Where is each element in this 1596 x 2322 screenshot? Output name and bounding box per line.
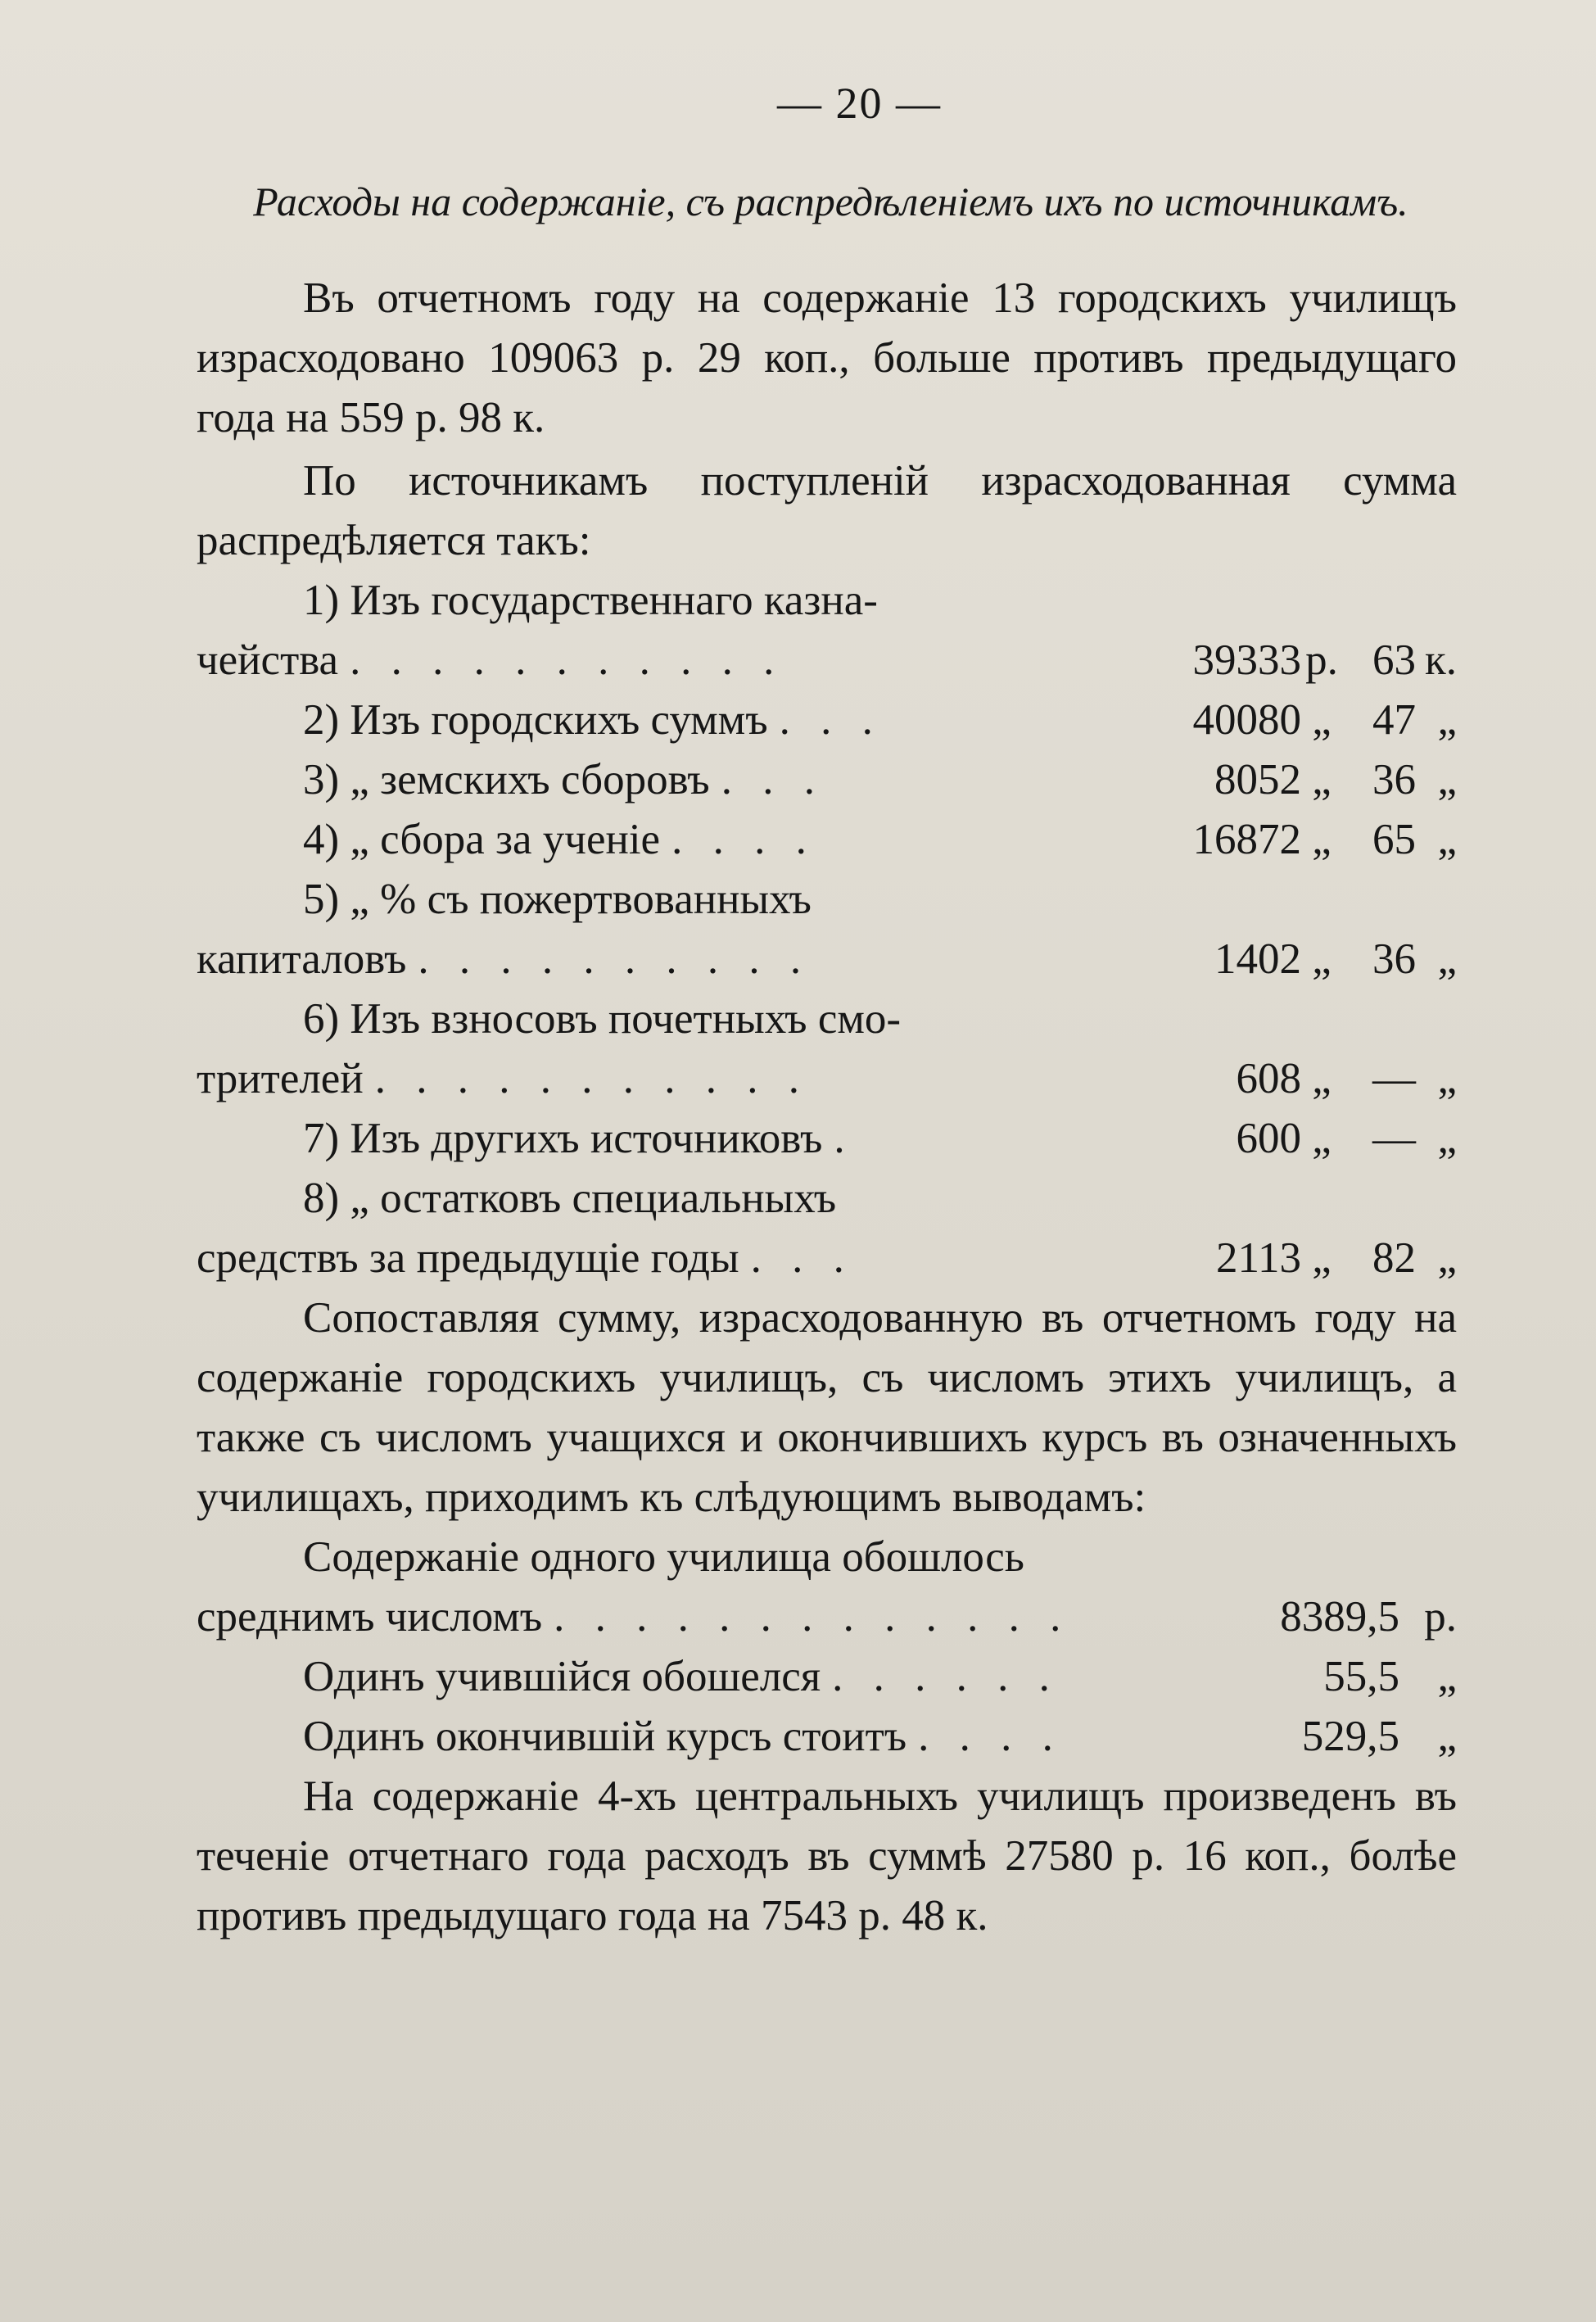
source-kop: 63 — [1372, 636, 1416, 684]
source-5-first-line: 5) „ % съ пожертвованныхъ — [303, 876, 812, 923]
cost-label: среднимъ числомъ — [197, 1593, 543, 1641]
source-label: 4) „ сбора за ученіе — [303, 816, 661, 863]
source-amount: 8052 — [1214, 756, 1301, 803]
source-label: 3) „ земскихъ сборовъ — [303, 756, 710, 803]
source-row-8 — [197, 1229, 1457, 1288]
source-unit: „ — [1312, 1055, 1332, 1102]
source-8-first-line: 8) „ остатковъ специальныхъ — [303, 1175, 837, 1222]
source-label: капиталовъ — [197, 935, 407, 983]
comparison-paragraph: Сопоставляя сумму, израсходованную въ отчетномъ году на содержаніе городскихъ училищъ, съ числомъ этихъ училищъ, а также съ числомъ учащихся и окончившихъ курсъ въ означенныхъ училищахъ, приходимъ къ слѣдующимъ выводамъ: — [197, 1294, 1457, 1521]
source-row-2 — [197, 690, 1457, 750]
source-suffix: „ — [1437, 1115, 1457, 1162]
source-amount: 608 — [1236, 1055, 1301, 1102]
leader-dots: . . . — [779, 696, 883, 744]
source-kop: 47 — [1372, 696, 1416, 744]
source-amount: 39333 — [1192, 636, 1301, 684]
cost-list — [197, 1528, 1457, 1767]
final-paragraph: На содержаніе 4-хъ центральныхъ училищъ произведенъ въ теченіе отчетнаго года расходъ въ суммѣ 27580 р. 16 коп., болѣе противъ предыдущаго года на 7543 р. 48 к. — [197, 1772, 1457, 1940]
source-label: трителей — [197, 1055, 364, 1102]
source-row-3 — [197, 750, 1457, 810]
source-suffix: „ — [1437, 756, 1457, 803]
source-suffix: „ — [1437, 1055, 1457, 1102]
leader-dots: . . . . . . . . . . . — [374, 1055, 809, 1102]
source-row-4 — [197, 810, 1457, 870]
source-suffix: „ — [1437, 696, 1457, 744]
source-kop: — — [1372, 1055, 1416, 1102]
cost-value: 8389,5 — [1280, 1593, 1399, 1641]
source-label: 7) Изъ другихъ источниковъ — [303, 1115, 823, 1162]
sources-list — [197, 571, 1457, 1288]
source-amount: 2113 — [1215, 1234, 1301, 1282]
source-suffix: „ — [1437, 935, 1457, 983]
source-kop: 36 — [1372, 756, 1416, 803]
source-unit: „ — [1312, 816, 1332, 863]
cost-row-1 — [197, 1587, 1457, 1647]
source-kop: 36 — [1372, 935, 1416, 983]
source-amount: 40080 — [1192, 696, 1301, 744]
leader-dots: . . . . . . — [832, 1653, 1060, 1700]
source-amount: 600 — [1236, 1115, 1301, 1162]
source-unit: „ — [1312, 1115, 1332, 1162]
source-unit: „ — [1312, 756, 1332, 803]
leader-dots: . . . . . . . . . . . . . — [554, 1593, 1071, 1641]
leader-dots: . . . . . . . . . . . — [350, 636, 784, 684]
source-label: чейства — [197, 636, 339, 684]
leader-dots: . . . . — [671, 816, 816, 863]
source-suffix: „ — [1437, 816, 1457, 863]
intro-paragraph-1: Въ отчетномъ году на содержаніе 13 городскихъ училищъ израсходовано 109063 р. 29 коп., больше противъ предыдущаго года на 559 р. 98 к. — [197, 274, 1457, 441]
cost-row-2 — [197, 1647, 1457, 1707]
leader-dots: . . . . — [918, 1713, 1063, 1760]
source-unit: „ — [1312, 935, 1332, 983]
cost-row-3 — [197, 1707, 1457, 1767]
source-amount: 1402 — [1214, 935, 1301, 983]
section-heading: Расходы на содержаніе, съ распредѣленіемъ ихъ по источникамъ. — [253, 179, 1408, 224]
source-suffix: к. — [1425, 636, 1457, 684]
source-row-7 — [197, 1109, 1457, 1169]
leader-dots: . . . . . . . . . . — [418, 935, 812, 983]
cost-unit: р. — [1424, 1593, 1457, 1641]
source-1-first-line: 1) Изъ государственнаго казна- — [303, 577, 878, 624]
source-suffix: „ — [1437, 1234, 1457, 1282]
leader-dots: . . . — [750, 1234, 854, 1282]
cost-label: Одинъ окончившій курсъ стоитъ — [303, 1713, 907, 1760]
source-unit: р. — [1305, 636, 1338, 684]
source-kop: 82 — [1372, 1234, 1416, 1282]
cost-value: 529,5 — [1301, 1713, 1399, 1760]
source-row-5 — [197, 930, 1457, 989]
source-amount: 16872 — [1192, 816, 1301, 863]
source-label: 2) Изъ городскихъ суммъ — [303, 696, 768, 744]
leader-dots: . — [834, 1115, 855, 1162]
cost-label: Одинъ учившійся обошелся — [303, 1653, 821, 1700]
source-unit: „ — [1312, 1234, 1332, 1282]
intro-paragraph-2: По источникамъ поступленій израсходованная сумма распредѣляется такъ: — [197, 457, 1457, 564]
source-kop: — — [1372, 1115, 1416, 1162]
source-kop: 65 — [1372, 816, 1416, 863]
source-label: средствъ за предыдущіе годы — [197, 1234, 739, 1282]
cost-value: 55,5 — [1323, 1653, 1399, 1700]
leader-dots: . . . — [721, 756, 825, 803]
cost-1-first-line: Содержаніе одного училища обошлось — [303, 1533, 1024, 1581]
cost-unit: „ — [1437, 1713, 1457, 1760]
source-row-1 — [197, 631, 1457, 690]
page-number: — 20 — — [777, 79, 942, 128]
source-6-first-line: 6) Изъ взносовъ почетныхъ смо- — [303, 995, 902, 1043]
cost-unit: „ — [1437, 1653, 1457, 1700]
source-unit: „ — [1312, 696, 1332, 744]
source-row-6 — [197, 1049, 1457, 1109]
